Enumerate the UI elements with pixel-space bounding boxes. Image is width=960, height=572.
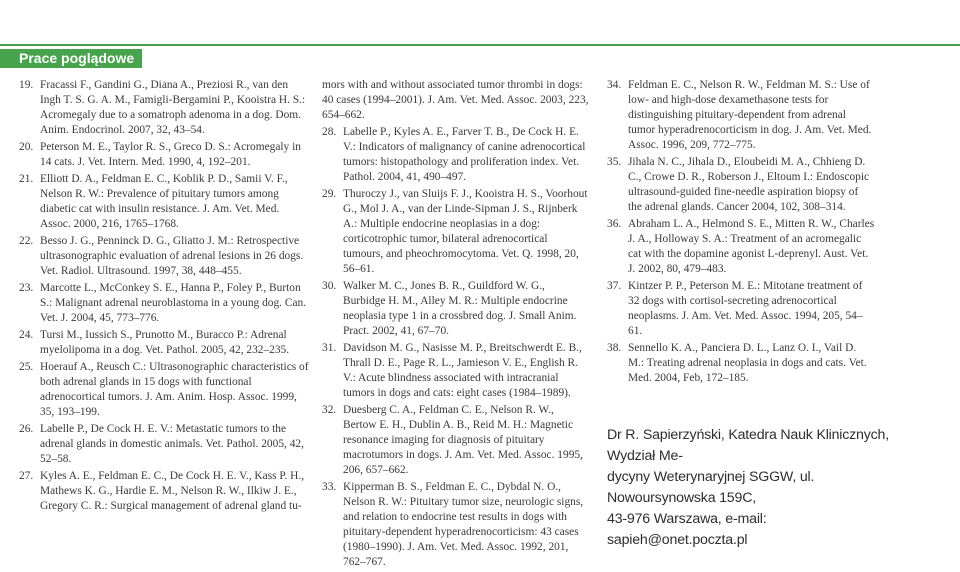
reference-item xyxy=(322,187,590,277)
reference-text: Kintzer P. P., Peterson M. E.: Mitotane treatment of 32 dogs with cortisol-secreting adrenocortical neoplasms. J. Am. Vet. Med. Assoc. 1994, 205, 54–61. xyxy=(628,280,863,337)
reference-number: 34. xyxy=(607,79,622,91)
reference-text: Labelle P., Kyles A. E., Farver T. B., De Cock H. E. V.: Indicators of malignancy of canine adrenocortical tumors: histopathology and proliferation index. Vet. Pathol. 2004, 41, 490–497. xyxy=(343,126,586,183)
reference-number: 32. xyxy=(322,404,337,416)
reference-item xyxy=(322,341,590,401)
author-contact-block xyxy=(607,425,907,551)
reference-item xyxy=(19,422,311,467)
author-line-3: 43-976 Warszawa, e-mail: sapieh@onet.poczta.pl xyxy=(607,511,767,548)
reference-number: 35. xyxy=(607,156,622,168)
reference-number: 19. xyxy=(19,79,34,91)
reference-number: 30. xyxy=(322,280,337,292)
reference-number: 26. xyxy=(19,423,34,435)
reference-number: 24. xyxy=(19,329,34,341)
reference-item xyxy=(607,78,875,153)
reference-item xyxy=(322,403,590,478)
section-label: Prace poglądowe xyxy=(0,49,142,68)
reference-text: Kipperman B. S., Feldman E. C., Dybdal N. O., Nelson R. W.: Pituitary tumor size, neurologic signs, and relation to endocrine test results in dogs with pituitary-dependent hyperadrenocorticism: 43 cases (1980–1990). J. Am. Vet. Med. Assoc. 1992, 201, 762–767. xyxy=(343,481,584,568)
reference-number: 38. xyxy=(607,342,622,354)
header-rule xyxy=(0,44,960,46)
references-column-3 xyxy=(607,78,875,388)
reference-item xyxy=(322,480,590,570)
reference-item xyxy=(322,125,590,185)
reference-text: Labelle P., De Cock H. E. V.: Metastatic tumors to the adrenal glands in domestic animals. Vet. Pathol. 2005, 42, 52–58. xyxy=(40,423,304,465)
reference-item xyxy=(19,78,311,138)
reference-item xyxy=(19,281,311,326)
reference-text: Jihala N. C., Jihala D., Eloubeidi M. A., Chhieng D. C., Crowe D. R., Roberson J., Eltoum I.: Endoscopic ultrasound-guided fine-needle aspiration biopsy of the adrenal glands. Cancer 2004, 102, 308–314. xyxy=(628,156,870,213)
author-line-1: Dr R. Sapierzyński, Katedra Nauk Klinicznych, Wydział Me- xyxy=(607,427,889,464)
reference-item xyxy=(322,279,590,339)
reference-text: Fracassi F., Gandini G., Diana A., Preziosi R., van den Ingh T. S. G. A. M., Famigli-Bergamini P., Kooistra H. S.: Acromegaly due to a somatroph adenoma in a dog. Dom. Anim. Endocrinol. 2007, 32, 43–54. xyxy=(40,79,306,136)
reference-item xyxy=(19,140,311,170)
references-column-2 xyxy=(322,78,590,572)
reference-text: Kyles A. E., Feldman E. C., De Cock H. E. V., Kass P. H., Mathews K. G., Hardie E. M., Nelson R. W., Ilkiw J. E., Gregory C. R.: Surgical management of adrenal gland tu- xyxy=(40,470,305,512)
reference-item xyxy=(19,234,311,279)
reference-text: Hoerauf A., Reusch C.: Ultrasonographic characteristics of both adrenal glands in 15 dogs with functional adrenocortical tumors. J. Am. Anim. Hosp. Assoc. 1999, 35, 193–199. xyxy=(40,361,309,418)
reference-item xyxy=(607,155,875,215)
reference-text: Thuroczy J., van Sluijs F. J., Kooistra H. S., Voorhout G., Mol J. A., van der Linde-Sipman J. S., Rijnberk A.: Multiple endocrine neoplasias in a dog: corticotrophic tumor, bilateral adrenocortical tumours, and pheochromocytoma. Vet. Q. 1998, 20, 56–61. xyxy=(343,188,588,275)
reference-text: Tursi M., Iussich S., Prunotto M., Buracco P.: Adrenal myelolipoma in a dog. Vet. Pathol. 2005, 42, 232–235. xyxy=(40,329,290,356)
reference-item xyxy=(19,360,311,420)
reference-number: 36. xyxy=(607,218,622,230)
reference-number: 29. xyxy=(322,188,337,200)
reference-number: 37. xyxy=(607,280,622,292)
reference-number: 25. xyxy=(19,361,34,373)
reference-text: Besso J. G., Penninck D. G., Gliatto J. M.: Retrospective ultrasonographic evaluation of adrenal lesions in 26 dogs. Vet. Radiol. Ultrasound. 1997, 38, 448–455. xyxy=(40,235,304,277)
reference-item xyxy=(19,469,311,514)
author-line-2: dycyny Weterynaryjnej SGGW, ul. Nowoursynowska 159C, xyxy=(607,469,815,506)
reference-text: Abraham L. A., Helmond S. E., Mitten R. W., Charles J. A., Holloway S. A.: Treatment of an acromegalic cat with the dopamine agonist L-deprenyl. Aust. Vet. J. 2002, 80, 479–483. xyxy=(628,218,875,275)
reference-text: Feldman E. C., Nelson R. W., Feldman M. S.: Use of low- and high-dose dexamethasone tests for distinguishing pituitary-dependent from adrenal tumor hyperadrenocorticism in dog. J. Am. Vet. Med. Assoc. 1996, 209, 772–775. xyxy=(628,79,872,151)
reference-text: Marcotte L., McConkey S. E., Hanna P., Foley P., Burton S.: Malignant adrenal neuroblastoma in a young dog. Can. Vet. J. 2004, 45, 773–776. xyxy=(40,282,307,324)
reference-number: 28. xyxy=(322,126,337,138)
reference-text: Sennello K. A., Panciera D. L., Lanz O. I., Vail D. M.: Treating adrenal neoplasia in dogs and cats. Vet. Med. 2004, Feb, 172–185. xyxy=(628,342,867,384)
reference-number: 22. xyxy=(19,235,34,247)
reference-text: Duesberg C. A., Feldman C. E., Nelson R. W., Bertow E. H., Dublin A. B., Reid M. H.: Magnetic resonance imaging for diagnosis of pituitary macrotumors in dogs. J. Am. Vet. Med. Assoc. 1995, 206, 657–662. xyxy=(343,404,583,476)
reference-number: 27. xyxy=(19,470,34,482)
reference-text: Peterson M. E., Taylor R. S., Greco D. S.: Acromegaly in 14 cats. J. Vet. Intern. Med. 1990, 4, 192–201. xyxy=(40,141,301,168)
reference-continuation: mors with and without associated tumor thrombi in dogs: 40 cases (1994–2001). J. Am. Vet. Med. Assoc. 2003, 223, 654–662. xyxy=(322,79,589,121)
reference-number: 23. xyxy=(19,282,34,294)
reference-number: 21. xyxy=(19,173,34,185)
reference-number: 33. xyxy=(322,481,337,493)
reference-item xyxy=(19,328,311,358)
reference-number: 20. xyxy=(19,141,34,153)
reference-item xyxy=(607,341,875,386)
reference-text: Elliott D. A., Feldman E. C., Koblik P. D., Samii V. F., Nelson R. W.: Prevalence of pituitary tumors among diabetic cat with insulin resistance. J. Am. Vet. Med. Assoc. 2000, 216, 1765–1768. xyxy=(40,173,288,230)
reference-item xyxy=(607,279,875,339)
references-column-1 xyxy=(19,78,311,516)
reference-text: Walker M. C., Jones B. R., Guildford W. G., Burbidge H. M., Alley M. R.: Multiple endocrine neoplasia type 1 in a crossbred dog. J. Small Anim. Pract. 2002, 41, 67–70. xyxy=(343,280,577,337)
reference-item xyxy=(607,217,875,277)
reference-text: Davidson M. G., Nasisse M. P., Breitschwerdt E. B., Thrall D. E., Page R. L., Jamieson V. E., English R. V.: Acute blindness associated with intracranial tumors in dogs and cats: eight cases (1984–1989). xyxy=(343,342,582,399)
reference-item xyxy=(19,172,311,232)
reference-number: 31. xyxy=(322,342,337,354)
